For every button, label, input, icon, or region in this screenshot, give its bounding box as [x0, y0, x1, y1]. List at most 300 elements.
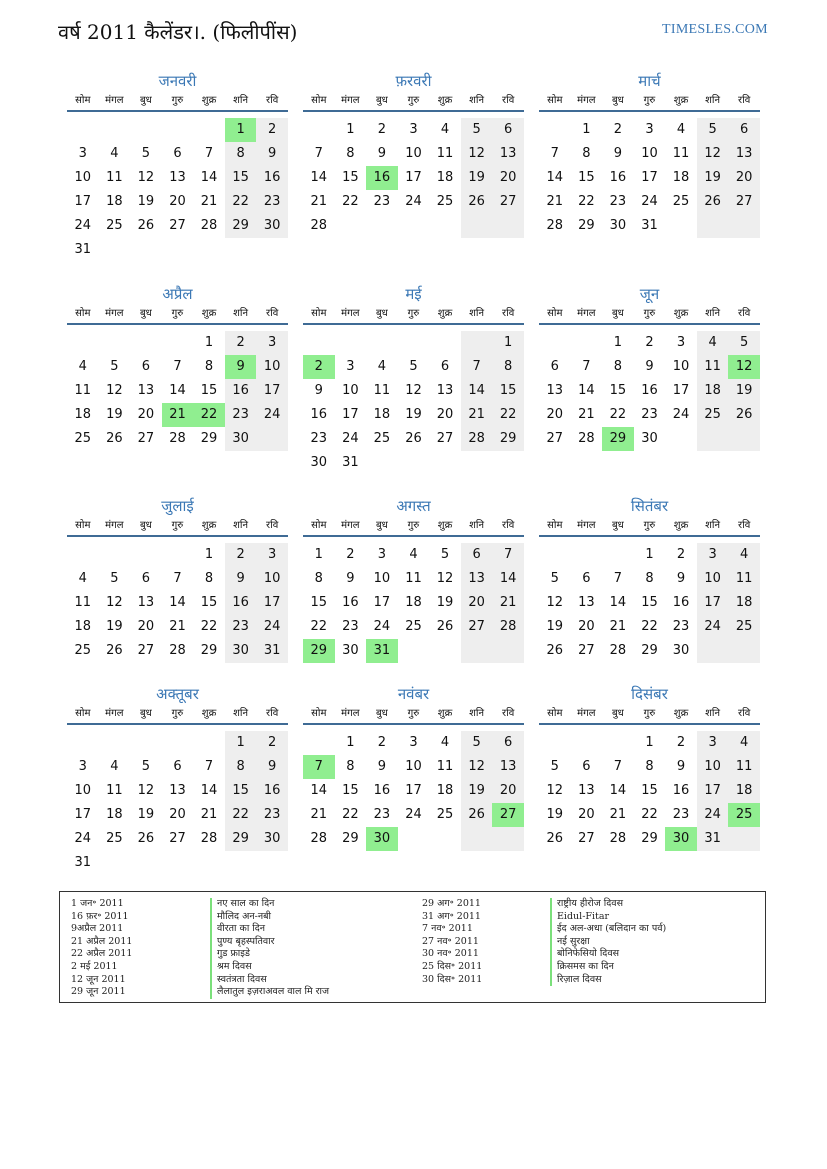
- day-cell: 10: [373, 571, 391, 586]
- day-cell: 14: [310, 783, 328, 798]
- legend-line: 30 दिस॰ 2011: [422, 973, 483, 985]
- day-cell: 18: [405, 595, 422, 610]
- day-cell: 13: [546, 383, 564, 398]
- month-name: अक्तूबर: [156, 685, 199, 703]
- day-cell: 23: [672, 807, 690, 822]
- day-cell: 9: [676, 759, 686, 774]
- day-cell: 22: [609, 407, 627, 422]
- day-cell: 13: [461, 567, 493, 591]
- day-cell: 20: [546, 407, 564, 422]
- day-cell: 4: [110, 759, 119, 774]
- day-cell: 23: [256, 190, 288, 214]
- day-cell: 15: [492, 379, 524, 403]
- day-cell: 9: [676, 571, 686, 586]
- weekday-label: मंगल: [341, 520, 360, 531]
- day-cell: 3: [377, 547, 387, 562]
- day-cell: 5: [141, 146, 151, 161]
- day-cell: 29: [225, 214, 257, 238]
- day-cell: 25: [373, 431, 391, 446]
- day-cell: 20: [137, 619, 155, 634]
- day-cell: 27: [728, 190, 760, 214]
- day-cell: 28: [546, 218, 564, 233]
- day-cell: 5: [409, 359, 418, 374]
- day-cell: 8: [225, 142, 257, 166]
- day-cell: 3: [409, 122, 418, 137]
- day-cell: 28: [169, 643, 186, 658]
- day-cell: 28: [609, 643, 627, 658]
- day-cell: 30: [225, 639, 257, 663]
- weekday-label: सोम: [75, 520, 91, 531]
- month-name: अगस्त: [396, 497, 431, 515]
- day-cell: 15: [200, 595, 218, 610]
- day-cell: 3: [256, 331, 288, 355]
- day-cell: 14: [492, 567, 524, 591]
- weekday-header: [539, 705, 760, 725]
- day-cell: 15: [609, 383, 627, 398]
- weekend-shade: [728, 827, 760, 851]
- weekday-label: रवि: [502, 520, 515, 531]
- day-cell: 12: [436, 571, 454, 586]
- day-cell: 22: [342, 807, 359, 822]
- weekday-label: मंगल: [577, 520, 596, 531]
- day-cell: 1: [225, 731, 257, 755]
- day-cell: 3: [645, 122, 654, 137]
- day-cell: 25: [697, 403, 729, 427]
- weekday-label: बुध: [139, 520, 152, 531]
- legend-dates-left: [71, 898, 132, 999]
- legend-line: 30 नव॰ 2011: [422, 948, 479, 960]
- day-cell: 24: [256, 615, 288, 639]
- month-block: [67, 283, 288, 469]
- day-cell: 19: [137, 194, 155, 209]
- legend-line: 9अप्रैल 2011: [71, 923, 124, 935]
- day-cell: 19: [697, 166, 729, 190]
- month-name: फ़रवरी: [395, 72, 432, 90]
- day-cell: 31: [342, 455, 359, 470]
- day-cell: 17: [342, 407, 359, 422]
- weekday-label: बुध: [375, 95, 388, 106]
- day-cell: 18: [672, 170, 690, 185]
- day-cell: 24: [697, 615, 729, 639]
- day-cell: 8: [346, 759, 355, 774]
- day-cell: 7: [492, 543, 524, 567]
- weekday-label: शुक्र: [201, 708, 217, 719]
- weekday-label: मंगल: [105, 308, 124, 319]
- weekday-label: गुरु: [407, 95, 420, 106]
- day-cell: 13: [578, 595, 595, 610]
- day-grid: [539, 325, 760, 469]
- day-cell: 2: [645, 335, 654, 350]
- day-cell: 22: [200, 619, 218, 634]
- day-cell: 29: [225, 827, 257, 851]
- weekend-shade: [728, 214, 760, 238]
- weekday-label: रवि: [266, 520, 279, 531]
- day-cell: 1: [645, 735, 654, 750]
- day-cell: 11: [106, 783, 123, 798]
- day-cell: 5: [461, 731, 493, 755]
- day-cell: 25: [436, 807, 454, 822]
- day-cell: 25: [74, 643, 92, 658]
- weekday-label: सोम: [547, 520, 563, 531]
- weekday-header: [303, 517, 524, 537]
- weekday-label: शनि: [705, 308, 721, 319]
- day-cell: 25: [106, 218, 123, 233]
- month-name: नवंबर: [397, 685, 430, 703]
- holiday-day-cell: 27: [492, 803, 524, 827]
- day-cell: 7: [550, 146, 559, 161]
- legend-line: रिज़ाल दिवस: [550, 974, 666, 987]
- weekday-label: सोम: [311, 520, 327, 531]
- day-cell: 24: [74, 218, 92, 233]
- day-cell: 20: [728, 166, 760, 190]
- day-cell: 13: [492, 142, 524, 166]
- day-cell: 2: [225, 543, 257, 567]
- day-cell: 2: [676, 735, 686, 750]
- day-cell: 28: [461, 427, 493, 451]
- day-cell: 13: [436, 383, 454, 398]
- weekday-label: बुध: [611, 95, 624, 106]
- weekend-shade: [728, 427, 760, 451]
- day-cell: 14: [200, 783, 218, 798]
- day-cell: 9: [314, 383, 323, 398]
- legend-line: स्वतंत्रता दिवस: [210, 974, 329, 987]
- day-cell: 31: [256, 639, 288, 663]
- holiday-day-cell: 29: [602, 427, 634, 451]
- day-cell: 26: [137, 218, 155, 233]
- day-cell: 26: [697, 190, 729, 214]
- day-grid: [67, 112, 288, 256]
- day-cell: 2: [613, 122, 623, 137]
- day-cell: 18: [728, 591, 760, 615]
- day-cell: 10: [641, 146, 658, 161]
- weekday-label: सोम: [75, 308, 91, 319]
- day-cell: 27: [169, 218, 186, 233]
- weekday-header: [67, 305, 288, 325]
- day-cell: 20: [578, 807, 595, 822]
- weekday-label: शनि: [233, 95, 249, 106]
- day-cell: 22: [225, 803, 257, 827]
- day-cell: 7: [461, 355, 493, 379]
- day-cell: 8: [613, 359, 623, 374]
- day-cell: 8: [314, 571, 323, 586]
- day-cell: 16: [373, 783, 391, 798]
- weekday-label: बुध: [611, 520, 624, 531]
- month-block: [303, 495, 524, 681]
- day-cell: 19: [461, 166, 493, 190]
- day-cell: 21: [200, 807, 218, 822]
- month-block: [67, 683, 288, 869]
- holiday-day-cell: 21: [162, 403, 194, 427]
- weekday-label: गुरु: [407, 520, 420, 531]
- weekday-label: बुध: [375, 308, 388, 319]
- day-cell: 19: [106, 407, 123, 422]
- day-cell: 18: [436, 783, 454, 798]
- day-cell: 26: [436, 619, 454, 634]
- weekday-label: सोम: [311, 708, 327, 719]
- day-cell: 18: [106, 807, 123, 822]
- day-cell: 19: [405, 407, 422, 422]
- day-cell: 6: [141, 571, 151, 586]
- day-cell: 6: [141, 359, 151, 374]
- weekday-label: रवि: [502, 708, 515, 719]
- day-cell: 29: [641, 643, 658, 658]
- day-cell: 3: [409, 735, 418, 750]
- day-cell: 14: [200, 170, 218, 185]
- weekday-label: शनि: [469, 308, 485, 319]
- day-cell: 16: [225, 379, 257, 403]
- day-cell: 16: [609, 170, 627, 185]
- legend-line: 31 अग॰ 2011: [422, 910, 481, 922]
- day-cell: 27: [461, 615, 493, 639]
- day-cell: 29: [641, 831, 658, 846]
- weekday-label: रवि: [502, 95, 515, 106]
- weekday-label: शुक्र: [673, 520, 689, 531]
- day-cell: 17: [256, 379, 288, 403]
- day-cell: 26: [546, 831, 564, 846]
- day-cell: 14: [609, 783, 627, 798]
- day-cell: 13: [169, 783, 186, 798]
- day-cell: 26: [728, 403, 760, 427]
- weekday-label: शुक्र: [673, 308, 689, 319]
- day-grid: [67, 325, 288, 469]
- day-cell: 15: [641, 783, 658, 798]
- weekday-header: [539, 92, 760, 112]
- day-cell: 6: [492, 731, 524, 755]
- day-cell: 14: [310, 170, 328, 185]
- day-cell: 2: [225, 331, 257, 355]
- day-cell: 24: [342, 431, 359, 446]
- day-cell: 19: [728, 379, 760, 403]
- day-cell: 28: [310, 218, 328, 233]
- day-cell: 27: [578, 831, 595, 846]
- day-cell: 11: [373, 383, 391, 398]
- legend-line: नए साल का दिन: [210, 898, 329, 911]
- day-cell: 8: [204, 359, 214, 374]
- day-cell: 12: [137, 170, 155, 185]
- day-cell: 26: [137, 831, 155, 846]
- holiday-day-cell: 7: [303, 755, 335, 779]
- legend-line: वीरता का दिन: [210, 923, 329, 936]
- day-cell: 3: [346, 359, 355, 374]
- day-cell: 21: [310, 194, 328, 209]
- weekday-label: सोम: [311, 95, 327, 106]
- day-cell: 13: [137, 383, 155, 398]
- weekend-shade: [728, 639, 760, 663]
- weekday-label: शनि: [233, 520, 249, 531]
- weekday-label: बुध: [139, 95, 152, 106]
- legend-line: 25 दिस॰ 2011: [422, 960, 483, 972]
- day-cell: 15: [225, 166, 257, 190]
- day-cell: 9: [225, 567, 257, 591]
- month-name: अप्रैल: [162, 285, 193, 303]
- weekday-label: रवि: [266, 95, 279, 106]
- legend-line: 2 मई 2011: [71, 960, 118, 972]
- day-cell: 12: [461, 755, 493, 779]
- day-cell: 15: [641, 595, 658, 610]
- day-cell: 19: [137, 807, 155, 822]
- day-cell: 23: [609, 194, 627, 209]
- day-cell: 6: [582, 571, 591, 586]
- day-cell: 20: [578, 619, 595, 634]
- holiday-day-cell: 25: [728, 803, 760, 827]
- day-cell: 30: [641, 431, 658, 446]
- day-cell: 18: [74, 407, 92, 422]
- day-cell: 16: [342, 595, 359, 610]
- weekday-header: [539, 305, 760, 325]
- day-grid: [67, 537, 288, 681]
- day-cell: 24: [641, 194, 658, 209]
- day-cell: 10: [697, 755, 729, 779]
- day-cell: 5: [141, 759, 151, 774]
- day-cell: 20: [436, 407, 454, 422]
- weekday-header: [67, 517, 288, 537]
- weekday-label: मंगल: [577, 708, 596, 719]
- day-cell: 1: [492, 331, 524, 355]
- day-cell: 15: [310, 595, 328, 610]
- day-cell: 17: [74, 194, 92, 209]
- legend-line: 27 नव॰ 2011: [422, 935, 479, 947]
- day-cell: 25: [728, 615, 760, 639]
- month-name: दिसंबर: [631, 685, 668, 703]
- day-cell: 22: [310, 619, 328, 634]
- month-block: [539, 683, 760, 869]
- holiday-day-cell: 30: [665, 827, 697, 851]
- weekday-label: गुरु: [407, 708, 420, 719]
- weekday-header: [303, 705, 524, 725]
- day-cell: 28: [169, 431, 186, 446]
- day-cell: 30: [672, 643, 690, 658]
- weekend-shade: [256, 427, 288, 451]
- day-cell: 7: [173, 359, 182, 374]
- legend-line: 1 जन॰ 2011: [71, 898, 124, 909]
- day-cell: 2: [377, 735, 387, 750]
- page-title: वर्ष 2011 कैलेंडर।. (फिलीपींस): [58, 20, 298, 44]
- weekend-shade: [697, 214, 729, 238]
- day-cell: 4: [409, 547, 418, 562]
- day-cell: 10: [672, 359, 690, 374]
- day-cell: 11: [74, 383, 92, 398]
- weekday-label: गुरु: [643, 308, 656, 319]
- day-cell: 3: [78, 146, 87, 161]
- day-cell: 7: [582, 359, 591, 374]
- day-cell: 14: [169, 595, 186, 610]
- holiday-day-cell: 2: [303, 355, 335, 379]
- day-cell: 21: [578, 407, 595, 422]
- day-cell: 31: [641, 218, 658, 233]
- day-cell: 18: [728, 779, 760, 803]
- day-cell: 9: [346, 571, 355, 586]
- day-cell: 6: [582, 759, 591, 774]
- month-name: जून: [639, 285, 660, 303]
- day-cell: 22: [641, 619, 658, 634]
- day-cell: 22: [342, 194, 359, 209]
- day-cell: 11: [106, 170, 123, 185]
- weekday-label: बुध: [611, 308, 624, 319]
- day-cell: 17: [697, 779, 729, 803]
- day-cell: 1: [204, 547, 214, 562]
- weekday-label: गुरु: [643, 708, 656, 719]
- day-cell: 5: [697, 118, 729, 142]
- day-cell: 21: [200, 194, 218, 209]
- day-cell: 29: [200, 431, 218, 446]
- month-block: [539, 70, 760, 256]
- holiday-day-cell: 9: [225, 355, 257, 379]
- day-cell: 12: [546, 595, 564, 610]
- day-cell: 2: [256, 118, 288, 142]
- holiday-day-cell: 22: [193, 403, 225, 427]
- day-cell: 11: [436, 759, 454, 774]
- month-block: [539, 495, 760, 681]
- weekend-shade: [461, 827, 493, 851]
- legend-line: 16 फ़र॰ 2011: [71, 910, 129, 922]
- weekday-label: शुक्र: [201, 520, 217, 531]
- day-cell: 22: [225, 190, 257, 214]
- day-cell: 17: [373, 595, 391, 610]
- weekend-shade: [461, 214, 493, 238]
- legend-line: 7 नव॰ 2011: [422, 923, 473, 935]
- weekday-header: [303, 92, 524, 112]
- day-cell: 9: [377, 146, 387, 161]
- day-cell: 27: [169, 831, 186, 846]
- weekday-label: शनि: [705, 520, 721, 531]
- site-link[interactable]: TIMESLES.COM: [662, 22, 768, 37]
- day-grid: [67, 725, 288, 869]
- weekday-label: रवि: [738, 308, 751, 319]
- day-cell: 23: [225, 615, 257, 639]
- day-cell: 17: [74, 807, 92, 822]
- day-cell: 10: [256, 567, 288, 591]
- weekday-label: रवि: [266, 308, 279, 319]
- day-cell: 16: [672, 783, 690, 798]
- day-cell: 11: [74, 595, 92, 610]
- month-block: [539, 283, 760, 469]
- day-cell: 10: [74, 783, 92, 798]
- day-cell: 24: [373, 619, 391, 634]
- weekday-header: [67, 92, 288, 112]
- day-cell: 3: [78, 759, 87, 774]
- day-cell: 16: [641, 383, 658, 398]
- day-grid: [303, 112, 524, 256]
- legend-line: 22 अप्रैल 2011: [71, 948, 133, 960]
- day-cell: 1: [613, 335, 623, 350]
- weekday-label: गुरु: [171, 308, 184, 319]
- weekday-label: मंगल: [105, 520, 124, 531]
- weekday-label: मंगल: [341, 308, 360, 319]
- day-cell: 23: [373, 807, 391, 822]
- month-block: [67, 495, 288, 681]
- day-cell: 9: [256, 755, 288, 779]
- day-cell: 29: [492, 427, 524, 451]
- day-cell: 26: [106, 431, 123, 446]
- day-cell: 4: [697, 331, 729, 355]
- weekend-shade: [492, 827, 524, 851]
- day-cell: 20: [492, 166, 524, 190]
- day-cell: 24: [74, 831, 92, 846]
- day-cell: 7: [314, 146, 323, 161]
- day-cell: 26: [461, 190, 493, 214]
- day-cell: 14: [461, 379, 493, 403]
- day-cell: 20: [492, 779, 524, 803]
- day-cell: 1: [645, 547, 654, 562]
- day-cell: 17: [641, 170, 658, 185]
- day-cell: 5: [110, 359, 119, 374]
- day-cell: 24: [256, 403, 288, 427]
- legend-names-right: [550, 898, 666, 986]
- day-cell: 4: [440, 122, 450, 137]
- day-cell: 5: [550, 759, 559, 774]
- weekday-label: सोम: [547, 308, 563, 319]
- holiday-day-cell: 31: [366, 639, 398, 663]
